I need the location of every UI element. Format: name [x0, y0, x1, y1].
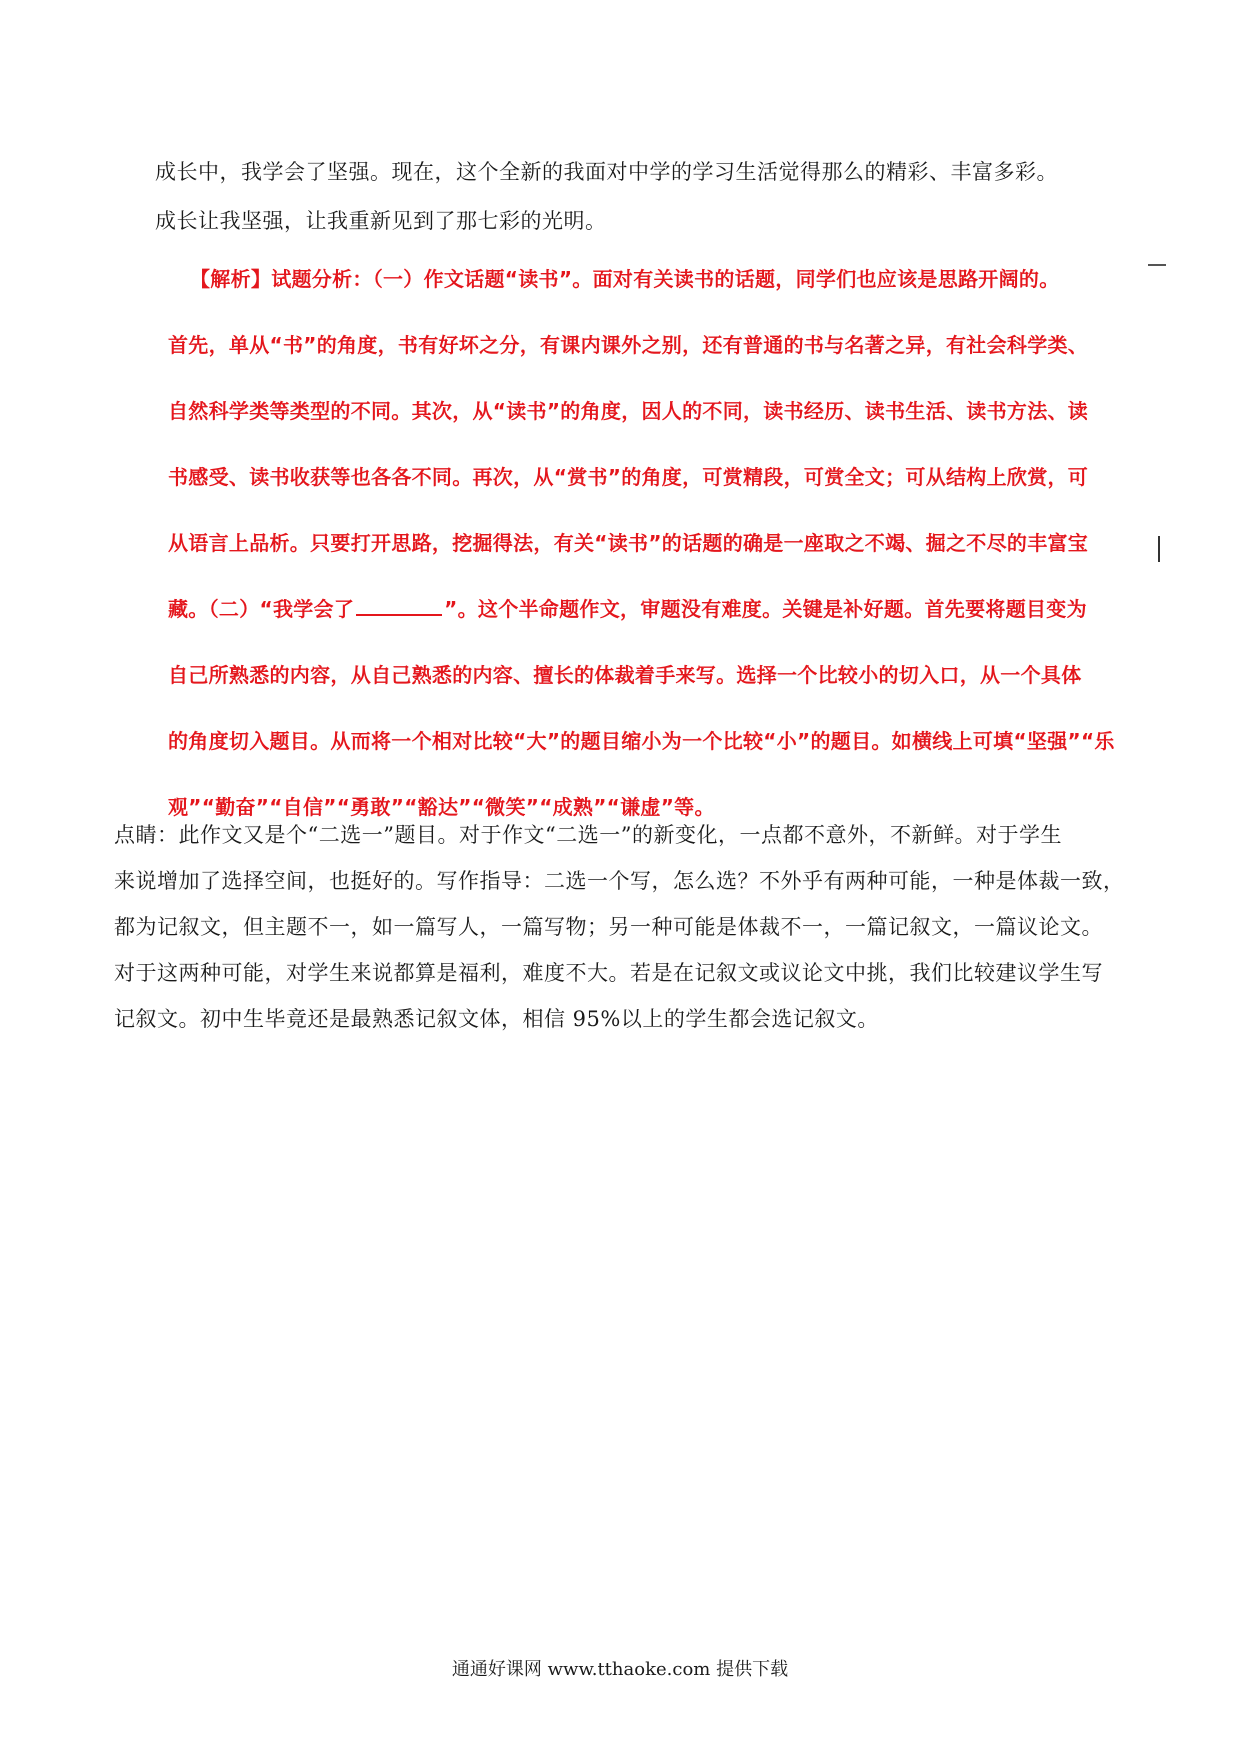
- analysis-line-6: [168, 592, 1087, 626]
- analysis-line-1: 【解析】试题分析：（一）作文话题“读书”。面对有关读书的话题，同学们也应该是思路开阔的。: [190, 267, 1060, 291]
- essay-line-1: 成长中，我学会了坚强。现在，这个全新的我面对中学的学习生活觉得那么的精彩、丰富多彩。: [155, 160, 1058, 184]
- essay-line-2: 成长让我坚强，让我重新见到了那七彩的光明。: [155, 209, 607, 233]
- analysis-line-6-end: ”。这个半命题作文，审题没有难度。关键是补好题。首先要将题目变为: [444, 597, 1087, 621]
- analysis-line-5: 从语言上品析。只要打开思路，挖掘得法，有关“读书”的话题的确是一座取之不竭、掘之不尽的丰富宝: [168, 531, 1089, 555]
- analysis-line-6-start: 藏。（二）“我学会了: [168, 597, 355, 621]
- comment-line-5: 记叙文。初中生毕竟还是最熟悉记叙文体，相信 95%以上的学生都会选记叙文。: [114, 1007, 879, 1031]
- analysis-line-2: 首先，单从“书”的角度，书有好坏之分，有课内课外之别，还有普通的书与名著之异，有社会科学类、: [168, 333, 1089, 357]
- comment-line-3: 都为记叙文，但主题不一，如一篇写人，一篇写物；另一种可能是体裁不一，一篇记叙文，一篇议论文。: [114, 915, 1103, 939]
- comment-line-1: 点睛：此作文又是个“二选一”题目。对于作文“二选一”的新变化，一点都不意外，不新鲜。对于学生: [114, 823, 1062, 847]
- analysis-line-4: 书感受、读书收获等也各各不同。再次，从“赏书”的角度，可赏精段，可赏全文；可从结构上欣赏，可: [168, 465, 1089, 489]
- analysis-line-9: 观”“勤奋”“自信”“勇敢”“豁达”“微笑”“成熟”“谦虚”等。: [168, 795, 715, 819]
- text-cursor-mark: [1158, 536, 1160, 562]
- page-footer: 通通好课网 www.tthaoke.com 提供下载: [451, 1659, 789, 1680]
- analysis-line-8: 的角度切入题目。从而将一个相对比较“大”的题目缩小为一个比较“小”的题目。如横线上可填“坚强”“乐: [168, 729, 1115, 753]
- analysis-line-7: 自己所熟悉的内容，从自己熟悉的内容、擅长的体裁着手来写。选择一个比较小的切入口，从一个具体: [168, 663, 1082, 687]
- margin-mark: [1148, 264, 1166, 266]
- comment-line-2: 来说增加了选择空间，也挺好的。写作指导：二选一个写，怎么选？不外乎有两种可能，一种是体裁一致，: [114, 869, 1125, 893]
- fill-in-blank: [356, 596, 442, 616]
- analysis-line-3: 自然科学类等类型的不同。其次，从“读书”的角度，因人的不同，读书经历、读书生活、读书方法、读: [168, 399, 1089, 423]
- comment-line-4: 对于这两种可能，对学生来说都算是福利，难度不大。若是在记叙文或议论文中挑，我们比较建议学生写: [114, 961, 1103, 985]
